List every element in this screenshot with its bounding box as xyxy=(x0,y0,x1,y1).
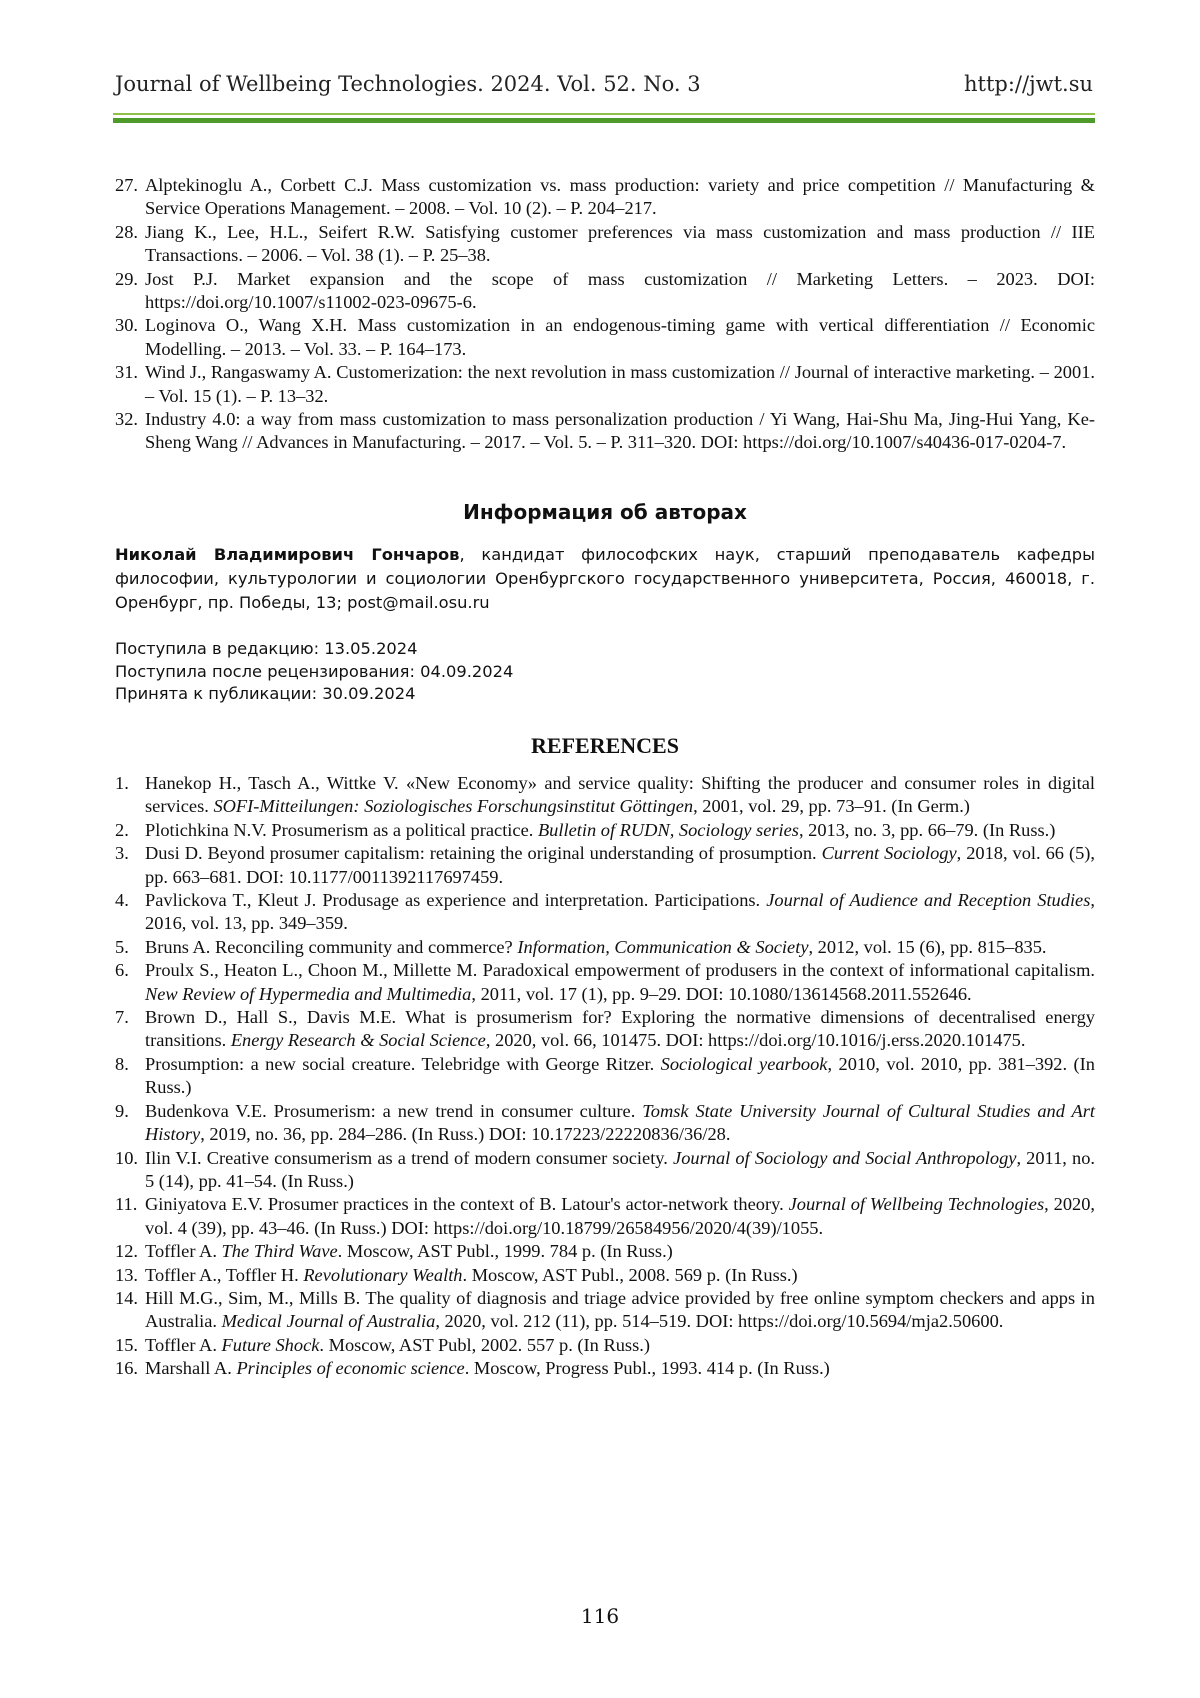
reference-text: . Moscow, Progress Publ., 1993. 414 p. (In Russ.) xyxy=(465,1358,830,1378)
page-number: 116 xyxy=(0,1604,1200,1628)
reference-number: 14. xyxy=(115,1287,138,1310)
reference-text: Budenkova V.E. Prosumerism: a new trend in consumer culture. xyxy=(145,1101,642,1121)
reference-number: 13. xyxy=(115,1264,138,1287)
reference-text: Hanekop H., Tasch A., Wittke V. «New Economy» and service quality: Shifting the producer and consumer roles in digital services. xyxy=(145,773,1095,816)
reference-item xyxy=(115,1193,1095,1240)
reference-text: Bruns A. Reconciling community and commerce? xyxy=(145,937,517,957)
reference-source-title: Sociological yearbook xyxy=(661,1054,828,1074)
reference-item xyxy=(115,1240,1095,1263)
reference-text: Toffler A. xyxy=(145,1335,222,1355)
running-header xyxy=(115,72,1093,106)
reference-item xyxy=(115,1100,1095,1147)
reference-text: Brown D., Hall S., Davis M.E. What is prosumerism for? Exploring the normative dimensions of decentralised energy transitions. xyxy=(145,1007,1095,1050)
reference-item xyxy=(115,268,1095,315)
journal-page xyxy=(0,0,1200,1698)
reference-text: , 2011, vol. 17 (1), pp. 9–29. DOI: 10.1080/13614568.2011.552646. xyxy=(471,984,971,1004)
reference-item xyxy=(115,1006,1095,1053)
reference-source-title: Bulletin of RUDN, Sociology series xyxy=(538,820,799,840)
reference-number: 8. xyxy=(115,1053,129,1076)
reference-text: Hill M.G., Sim, M., Mills B. The quality of diagnosis and triage advice provided by free online symptom checkers and apps in Australia. xyxy=(145,1288,1095,1331)
reference-text: Jost P.J. Market expansion and the scope of mass customization // Marketing Letters. – 2023. DOI: https://doi.org/10.1007/s11002-023-09675-6. xyxy=(145,269,1095,312)
reference-number: 16. xyxy=(115,1357,138,1380)
reference-text: Giniyatova E.V. Prosumer practices in the context of B. Latour's actor-network theory. xyxy=(145,1194,789,1214)
reference-item xyxy=(115,1147,1095,1194)
reference-number: 30. xyxy=(115,314,138,337)
reference-source-title: New Review of Hypermedia and Multimedia xyxy=(145,984,471,1004)
date-received: Поступила в редакцию: 13.05.2024 xyxy=(115,638,1095,661)
header-rule-thin xyxy=(113,113,1095,115)
reference-number: 11. xyxy=(115,1193,137,1216)
reference-source-title: Journal of Wellbeing Technologies xyxy=(789,1194,1045,1214)
reference-text: . Moscow, AST Publ., 1999. 784 p. (In Russ.) xyxy=(338,1241,673,1261)
reference-text: Ilin V.I. Creative consumerism as a trend of modern consumer society. xyxy=(145,1148,673,1168)
reference-list-english xyxy=(115,772,1095,1381)
reference-text: , 2020, vol. 212 (11), pp. 514–519. DOI: https://doi.org/10.5694/mja2.50600. xyxy=(435,1311,1003,1331)
reference-text: , 2013, no. 3, pp. 66–79. (In Russ.) xyxy=(799,820,1055,840)
author-details: , кандидат философских наук, старший преподаватель кафедры философии, культурологии и социологии Оренбургского государственного университета, Россия, 460018, г. Оренбург, пр. Победы, 13; post@mail.osu.ru xyxy=(115,545,1095,612)
date-reviewed: Поступила после рецензирования: 04.09.2024 xyxy=(115,661,1095,684)
reference-item xyxy=(115,314,1095,361)
reference-text: Loginova O., Wang X.H. Mass customization in an endogenous-timing game with vertical differentiation // Economic Modelling. – 2013. – Vol. 33. – P. 164–173. xyxy=(145,315,1095,358)
reference-source-title: The Third Wave xyxy=(222,1241,338,1261)
reference-number: 6. xyxy=(115,959,129,982)
reference-item xyxy=(115,1334,1095,1357)
reference-number: 1. xyxy=(115,772,129,795)
reference-item xyxy=(115,1053,1095,1100)
reference-number: 12. xyxy=(115,1240,138,1263)
reference-item xyxy=(115,1264,1095,1287)
authors-section-title: Информация об авторах xyxy=(115,500,1095,524)
reference-text: Jiang K., Lee, H.L., Seifert R.W. Satisfying customer preferences via mass customization and mass production // IIE Transactions. – 2006. – Vol. 38 (1). – P. 25–38. xyxy=(145,222,1095,265)
reference-number: 31. xyxy=(115,361,138,384)
reference-text: Toffler A. xyxy=(145,1241,222,1261)
reference-text: , 2010, vol. 2010, pp. 381–392. (In Russ.) xyxy=(145,1054,1095,1097)
reference-source-title: Information, Communication & Society xyxy=(517,937,808,957)
reference-source-title: Journal of Sociology and Social Anthropology xyxy=(673,1148,1016,1168)
author-name: Николай Владимирович Гончаров xyxy=(115,545,460,564)
reference-text: , 2020, vol. 66, 101475. DOI: https://doi.org/10.1016/j.erss.2020.101475. xyxy=(486,1030,1026,1050)
reference-text: , 2019, no. 36, pp. 284–286. (In Russ.) DOI: 10.17223/22220836/36/28. xyxy=(200,1124,730,1144)
reference-text: Marshall A. xyxy=(145,1358,236,1378)
reference-number: 3. xyxy=(115,842,129,865)
reference-source-title: Principles of economic science xyxy=(236,1358,464,1378)
reference-text: Dusi D. Beyond prosumer capitalism: retaining the original understanding of prosumption. xyxy=(145,843,822,863)
reference-source-title: Current Sociology xyxy=(822,843,957,863)
reference-text: Plotichkina N.V. Prosumerism as a political practice. xyxy=(145,820,538,840)
reference-item xyxy=(115,772,1095,819)
reference-item xyxy=(115,361,1095,408)
header-rule-thick xyxy=(113,118,1095,123)
reference-number: 2. xyxy=(115,819,129,842)
reference-number: 15. xyxy=(115,1334,138,1357)
reference-source-title: Journal of Audience and Reception Studies xyxy=(766,890,1090,910)
date-accepted: Принята к публикации: 30.09.2024 xyxy=(115,683,1095,706)
journal-title: Journal of Wellbeing Technologies. 2024. Vol. 52. No. 3 xyxy=(115,72,701,96)
reference-text: , 2012, vol. 15 (6), pp. 815–835. xyxy=(808,937,1046,957)
reference-item xyxy=(115,408,1095,455)
reference-number: 28. xyxy=(115,221,138,244)
reference-text: Wind J., Rangaswamy A. Customerization: the next revolution in mass customization // Journal of interactive marketing. – 2001. – Vol. 15 (1). – P. 13–32. xyxy=(145,362,1095,405)
reference-number: 9. xyxy=(115,1100,129,1123)
reference-item xyxy=(115,174,1095,221)
reference-text: Pavlickova T., Kleut J. Produsage as experience and interpretation. Participations. xyxy=(145,890,766,910)
reference-item xyxy=(115,889,1095,936)
reference-list-russian xyxy=(115,174,1095,455)
reference-text: Alptekinoglu A., Corbett C.J. Mass customization vs. mass production: variety and price competition // Manufacturing & Service Operations Management. – 2008. – Vol. 10 (2). – P. 204–217. xyxy=(145,175,1095,218)
reference-item xyxy=(115,959,1095,1006)
reference-text: , 2016, vol. 13, pp. 349–359. xyxy=(145,890,1095,933)
reference-text: . Moscow, AST Publ, 2002. 557 p. (In Russ.) xyxy=(319,1335,650,1355)
reference-item xyxy=(115,1287,1095,1334)
reference-text: , 2018, vol. 66 (5), pp. 663–681. DOI: 10.1177/0011392117697459. xyxy=(145,843,1095,886)
reference-number: 5. xyxy=(115,936,129,959)
reference-source-title: Medical Journal of Australia xyxy=(222,1311,436,1331)
reference-text: . Moscow, AST Publ., 2008. 569 p. (In Russ.) xyxy=(463,1265,798,1285)
reference-text: , 2011, no. 5 (14), pp. 41–54. (In Russ.) xyxy=(145,1148,1095,1191)
references-title: REFERENCES xyxy=(115,733,1095,759)
reference-number: 32. xyxy=(115,408,138,431)
reference-number: 7. xyxy=(115,1006,129,1029)
reference-item xyxy=(115,819,1095,842)
reference-text: Toffler A., Toffler H. xyxy=(145,1265,303,1285)
journal-url[interactable]: http://jwt.su xyxy=(964,72,1093,96)
reference-source-title: Tomsk State University Journal of Cultural Studies and Art History xyxy=(145,1101,1095,1144)
publication-dates xyxy=(115,638,1095,706)
reference-text: Proulx S., Heaton L., Choon M., Millette M. Paradoxical empowerment of produsers in the context of informational capitalism. xyxy=(145,960,1095,980)
reference-number: 4. xyxy=(115,889,129,912)
reference-source-title: Future Shock xyxy=(222,1335,320,1355)
reference-text: , 2020, vol. 4 (39), pp. 43–46. (In Russ.) DOI: https://doi.org/10.18799/26584956/2020/4(39)/1055. xyxy=(145,1194,1095,1237)
reference-text: Industry 4.0: a way from mass customization to mass personalization production / Yi Wang, Hai-Shu Ma, Jing-Hui Yang, Ke-Sheng Wang // Advances in Manufacturing. – 2017. – Vol. 5. – P. 311–320. DOI: https://doi.org/10.1007/s40436-017-0204-7. xyxy=(145,409,1095,452)
author-info xyxy=(115,543,1095,615)
reference-source-title: SOFI-Mitteilungen: Soziologisches Forschungsinstitut Göttingen xyxy=(213,796,693,816)
reference-source-title: Energy Research & Social Science xyxy=(231,1030,486,1050)
reference-number: 29. xyxy=(115,268,138,291)
reference-number: 27. xyxy=(115,174,138,197)
reference-source-title: Revolutionary Wealth xyxy=(303,1265,462,1285)
reference-text: , 2001, vol. 29, pp. 73–91. (In Germ.) xyxy=(693,796,970,816)
reference-text: Prosumption: a new social creature. Telebridge with George Ritzer. xyxy=(145,1054,661,1074)
reference-number: 10. xyxy=(115,1147,138,1170)
reference-item xyxy=(115,1357,1095,1380)
reference-item xyxy=(115,842,1095,889)
reference-item xyxy=(115,221,1095,268)
reference-item xyxy=(115,936,1095,959)
